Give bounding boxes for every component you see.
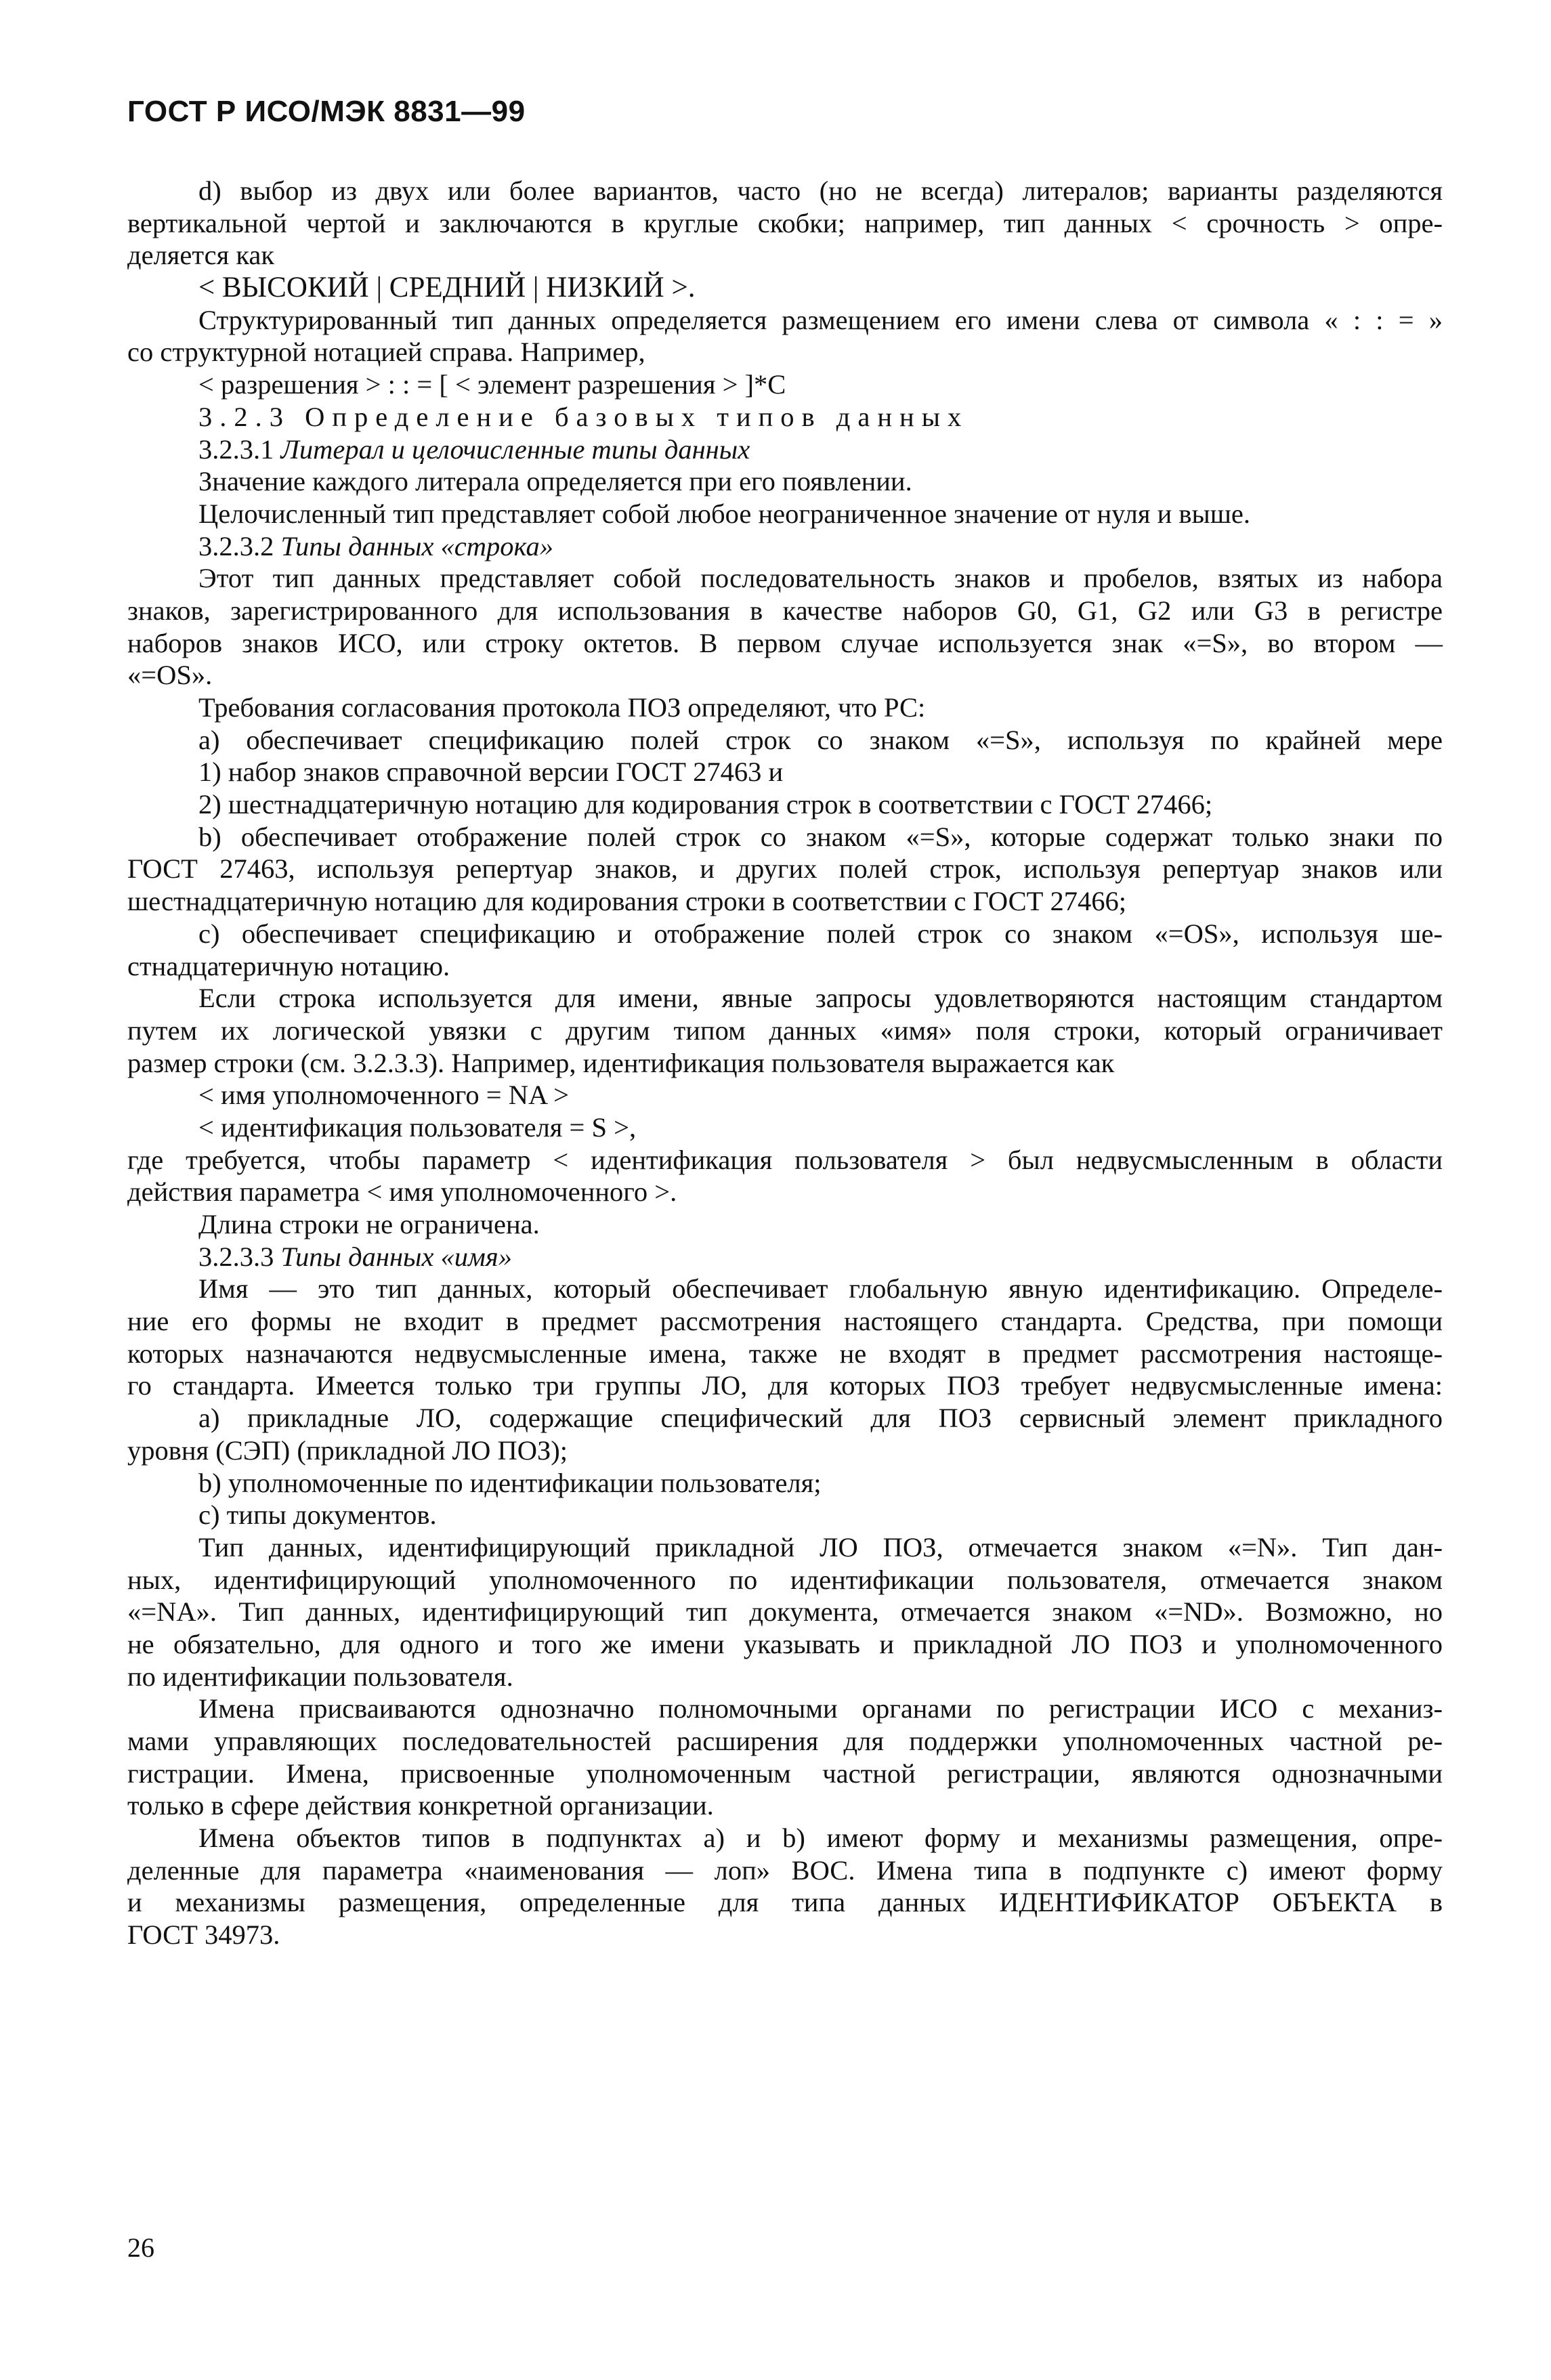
subsection-title: Типы данных «строка» (280, 530, 553, 561)
text-line: ных, идентифицирующий уполномоченного по идентификации пользователя, отмечается знаком (127, 1564, 1443, 1595)
text-line: не обязательно, для одного и того же имени указывать и прикладной ЛО ПОЗ и уполномоченного (127, 1628, 1443, 1659)
text-line: только в сфере действия конкретной организации. (127, 1790, 714, 1821)
text-line: Длина строки не ограничена. (198, 1209, 540, 1239)
text-line: со структурной нотацией справа. Например, (127, 337, 645, 368)
text-line: наборов знаков ИСО, или строку октетов. В первом случае используется знак «=S», во втором — (127, 627, 1443, 658)
text-line: Если строка используется для имени, явные запросы удовлетворяются настоящим стандартом (198, 983, 1443, 1014)
subsection-title: Типы данных «имя» (280, 1241, 512, 1272)
syntax-example: < идентификация пользователя = S >, (198, 1111, 637, 1143)
text-line: Целочисленный тип представляет собой любое неограниченное значение от нуля и выше. (198, 498, 1251, 529)
text-line: вертикальной чертой и заключаются в круглые скобки; например, тип данных < срочность > опре- (127, 207, 1443, 238)
text-line: размер строки (см. 3.2.3.3). Например, идентификация пользователя выражается как (127, 1047, 1115, 1078)
text-line: и механизмы размещения, определенные для типа данных ИДЕНТИФИКАТОР ОБЪЕКТА в (127, 1887, 1443, 1918)
text-line: где требуется, чтобы параметр < идентификация пользователя > был недвусмысленным в области (127, 1144, 1443, 1175)
subsection-heading (127, 530, 1443, 563)
list-item: b) уполномоченные по идентификации пользователя; (198, 1467, 822, 1498)
text-line: ГОСТ 27463, используя репертуар знаков, и других полей строк, используя репертуар знаков или (127, 853, 1443, 885)
text-line: «=NA». Тип данных, идентифицирующий тип документа, отмечается знаком «=ND». Возможно, но (127, 1596, 1443, 1628)
text-line: мами управляющих последовательностей расширения для поддержки уполномоченных частной ре- (127, 1726, 1443, 1756)
section-heading: 3.2.3 Определение базовых типов данных (198, 401, 969, 432)
list-item: a) обеспечивает спецификацию полей строк со знаком «=S», используя по крайней мере (198, 724, 1443, 755)
list-item: a) прикладные ЛО, содержащие специфический для ПОЗ сервисный элемент прикладного (198, 1403, 1443, 1434)
list-item: c) обеспечивает спецификацию и отображение полей строк со знаком «=OS», используя ше- (198, 918, 1443, 949)
text-line: шестнадцатеричную нотацию для кодирования строки в соответствии с ГОСТ 27466; (127, 886, 1126, 917)
text-line: ние его формы не входит в предмет рассмотрения настоящего стандарта. Средства, при помощи (127, 1306, 1443, 1337)
subsection-heading (127, 1241, 1443, 1273)
page-number: 26 (127, 2232, 154, 2263)
subsection-title: Литерал и целочисленные типы данных (280, 433, 750, 465)
subsection-number: 3.2.3.1 (198, 433, 274, 465)
text-line: Имена объектов типов в подпунктах a) и b) имеют форму и механизмы размещения, опре- (198, 1823, 1443, 1854)
text-line: стнадцатеричную нотацию. (127, 950, 450, 981)
text-line: Этот тип данных представляет собой последовательность знаков и пробелов, взятых из набора (198, 563, 1443, 594)
enum-example: < ВЫСОКИЙ | СРЕДНИЙ | НИЗКИЙ >. (198, 272, 696, 304)
text-line: Тип данных, идентифицирующий прикладной ЛО ПОЗ, отмечается знаком «=N». Тип дан- (198, 1531, 1443, 1563)
list-item: c) типы документов. (198, 1500, 437, 1531)
text-line: Имена присваиваются однозначно полномочными органами по регистрации ИСО с механиз- (198, 1693, 1443, 1724)
text-line: го стандарта. Имеется только три группы ЛО, для которых ПОЗ требует недвусмысленные имена: (127, 1370, 1443, 1401)
syntax-example: < разрешения > : : = [ < элемент разрешения > ]*C (198, 369, 786, 400)
text-line: по идентификации пользователя. (127, 1661, 513, 1692)
document-body (127, 175, 1443, 1951)
text-line: которых назначаются недвусмысленные имена, также не входят в предмет рассмотрения настояще- (127, 1338, 1443, 1369)
list-item: 1) набор знаков справочной версии ГОСТ 27463 и (198, 757, 784, 788)
text-line: деляется как (127, 240, 275, 271)
syntax-example: < имя уполномоченного = NA > (198, 1080, 569, 1111)
text-line: Требования согласования протокола ПОЗ определяют, что РС: (198, 692, 926, 723)
text-line: действия параметра < имя уполномоченного >. (127, 1176, 677, 1208)
subsection-number: 3.2.3.2 (198, 530, 274, 561)
text-line: деленные для параметра «наименования — лоп» ВОС. Имена типа в подпункте c) имеют форму (127, 1854, 1443, 1886)
text-line: путем их логической увязки с другим типом данных «имя» поля строки, который ограничивает (127, 1015, 1443, 1046)
subsection-number: 3.2.3.3 (198, 1241, 274, 1272)
document-header: ГОСТ Р ИСО/МЭК 8831—99 (127, 95, 526, 128)
text-line: ГОСТ 34973. (127, 1919, 280, 1951)
text-line: «=OS». (127, 660, 213, 691)
text-line: знаков, зарегистрированного для использования в качестве наборов G0, G1, G2 или G3 в регистре (127, 595, 1443, 626)
list-item: b) обеспечивает отображение полей строк со знаком «=S», которые содержат только знаки по (198, 821, 1443, 852)
text-line: Имя — это тип данных, который обеспечивает глобальную явную идентификацию. Определе- (198, 1273, 1443, 1304)
text-line: уровня (СЭП) (прикладной ЛО ПОЗ); (127, 1435, 568, 1466)
list-item: 2) шестнадцатеричную нотацию для кодирования строк в соответствии с ГОСТ 27466; (198, 789, 1213, 820)
subsection-heading (127, 433, 1443, 466)
text-line: d) выбор из двух или более вариантов, часто (но не всегда) литералов; варианты разделяются (198, 175, 1443, 206)
text-line: гистрации. Имена, присвоенные уполномоченным частной регистрации, являются однозначными (127, 1758, 1443, 1789)
text-line: Значение каждого литерала определяется при его появлении. (198, 466, 912, 497)
text-line: Структурированный тип данных определяется размещением его имени слева от символа « : : = » (198, 304, 1443, 335)
